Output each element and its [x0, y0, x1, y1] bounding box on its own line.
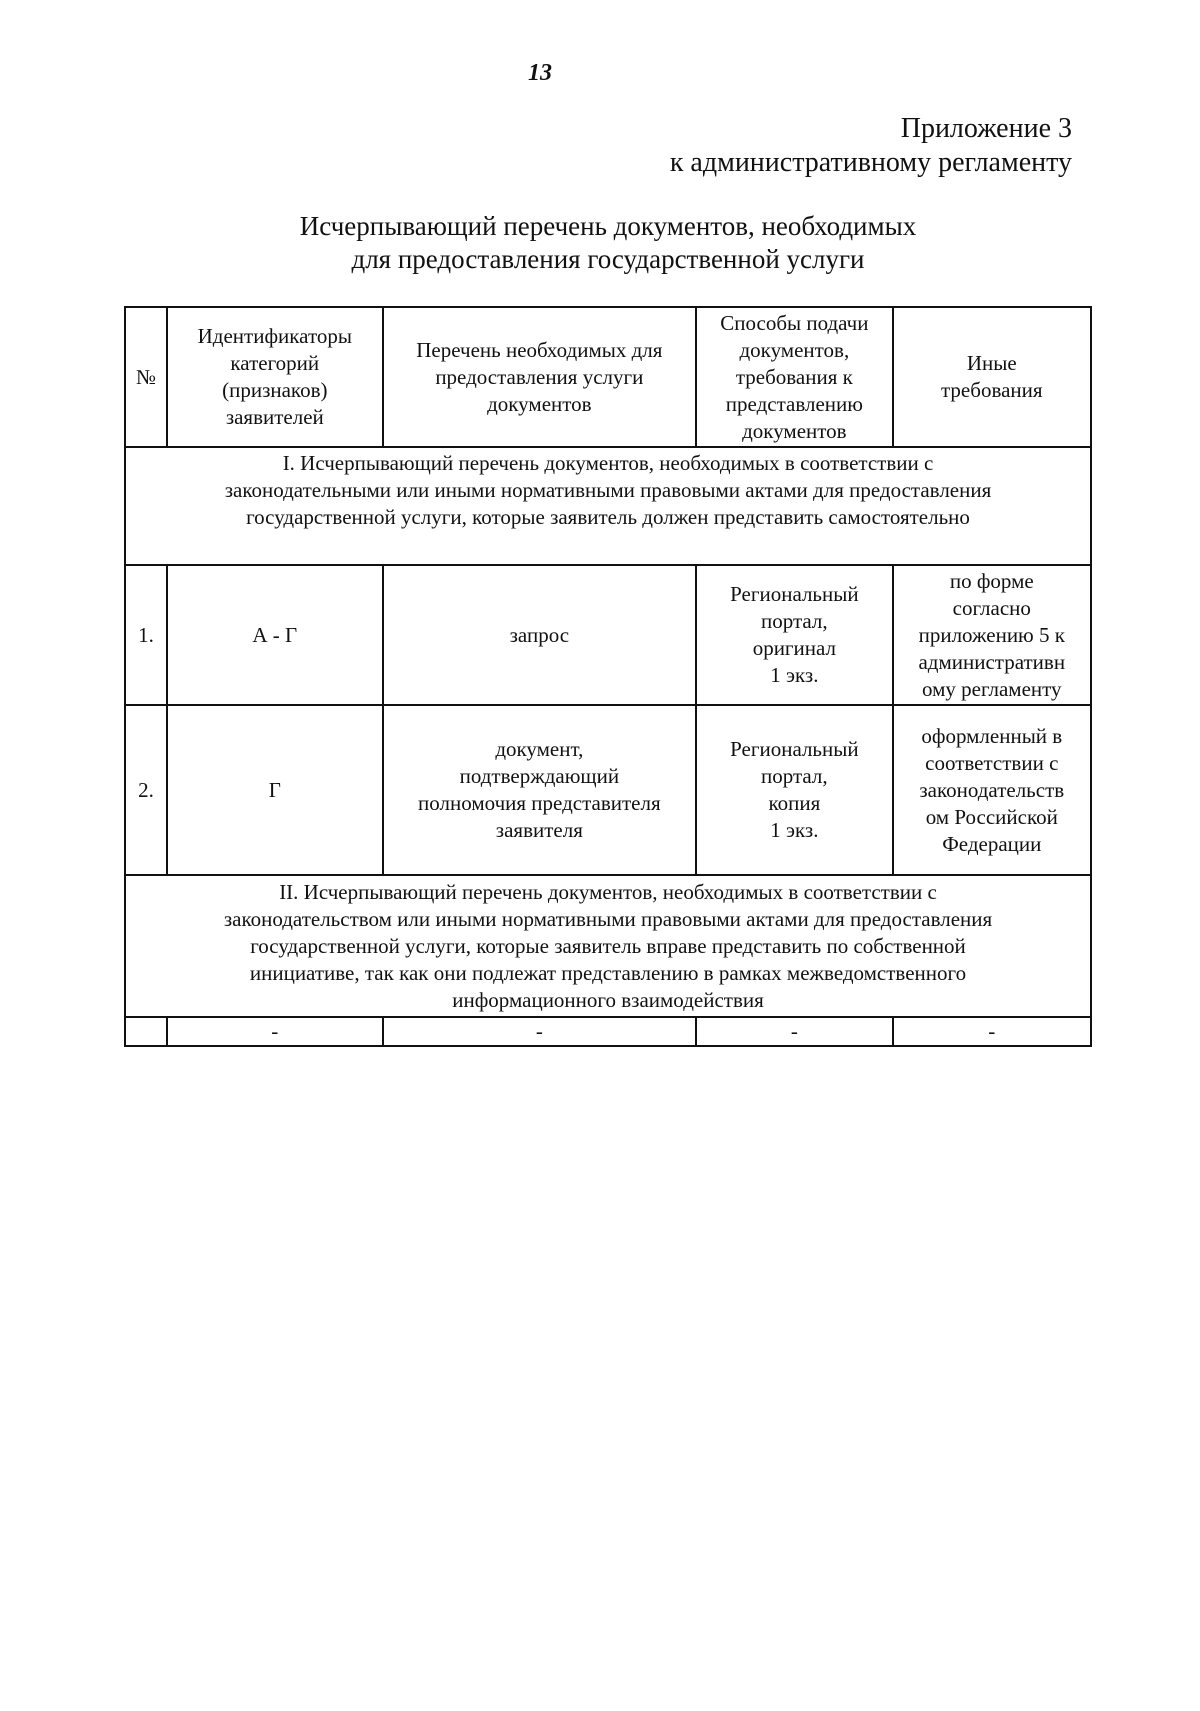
section-1-heading: [125, 447, 1091, 565]
row-identifier: Г: [167, 705, 382, 875]
row-identifier: -: [167, 1017, 382, 1046]
row-document: [383, 565, 697, 705]
row-other-line: административн: [918, 649, 1066, 674]
appendix-line-2: к административному регламенту: [669, 147, 1072, 178]
appendix-line-1: Приложение 3: [900, 113, 1072, 144]
section-2-line: законодательством или иными нормативными правовыми актами для предоставления: [223, 906, 993, 931]
document-title: [124, 210, 1092, 276]
row-other: [893, 565, 1091, 705]
header-other-line: требования: [941, 378, 1043, 402]
table-header-row: [125, 307, 1091, 447]
row-document-line: документ,: [495, 737, 584, 761]
header-methods: [696, 307, 892, 447]
row-method-line: Региональный: [730, 737, 859, 761]
row-other: -: [893, 1017, 1091, 1046]
section-2-line: инициативе, так как они подлежат представлению в рамках межведомственного: [249, 960, 967, 985]
header-other-line: Иные: [966, 351, 1017, 375]
title-line-2: для предоставления государственной услуги: [351, 244, 865, 274]
row-document-line: полномочия представителя: [418, 791, 661, 815]
section-2-heading: [125, 875, 1091, 1017]
header-other: [893, 307, 1091, 447]
table-row: [125, 565, 1091, 705]
row-number: 1.: [125, 565, 167, 705]
header-identifiers-line: категорий: [230, 351, 320, 375]
table-row: [125, 1017, 1091, 1046]
header-methods-line: документов: [742, 418, 847, 443]
section-1-line: государственной услуги, которые заявитель должен представить самостоятельно: [246, 505, 970, 529]
page-number: 13: [528, 60, 552, 86]
header-methods-line: Способы подачи: [720, 310, 869, 335]
header-identifiers-line: Идентификаторы: [197, 324, 352, 348]
row-method: [696, 565, 892, 705]
appendix-note: [670, 112, 1072, 180]
header-methods-line: документов,: [739, 337, 850, 362]
section-2-line: II. Исчерпывающий перечень документов, необходимых в соответствии с: [279, 879, 937, 904]
header-documents-line: Перечень необходимых для: [416, 337, 663, 362]
row-other-line: приложению 5 к: [918, 622, 1065, 647]
header-documents: [383, 307, 697, 447]
section-2-row: [125, 875, 1091, 1017]
documents-table: [124, 306, 1092, 1047]
header-documents-line: предоставления услуги: [435, 364, 644, 389]
row-method-line: портал,: [761, 764, 828, 788]
section-2-line: информационного взаимодействия: [452, 987, 764, 1012]
header-methods-line: представлению: [725, 391, 863, 416]
section-2-line: государственной услуги, которые заявитель вправе представить по собственной: [250, 933, 966, 958]
row-method-line: Региональный: [730, 582, 859, 606]
row-other-line: ому регламенту: [922, 676, 1062, 701]
row-identifier: А - Г: [167, 565, 382, 705]
row-document-line: запрос: [509, 622, 570, 647]
row-document-line: подтверждающий: [459, 764, 620, 788]
row-other-line: соответствии с: [925, 750, 1059, 775]
table-row: [125, 705, 1091, 875]
row-method: [696, 705, 892, 875]
section-1-line: законодательными или иными нормативными правовыми актами для предоставления: [224, 478, 992, 502]
row-number: [125, 1017, 167, 1046]
row-document: [383, 705, 697, 875]
row-method-line: 1 экз.: [770, 663, 819, 687]
row-method-line: 1 экз.: [770, 818, 819, 842]
row-document-line: заявителя: [495, 818, 583, 842]
header-identifiers-line: (признаков): [222, 378, 328, 402]
row-other-line: согласно: [952, 595, 1031, 620]
header-documents-line: документов: [487, 391, 592, 416]
row-method-line: оригинал: [752, 636, 837, 660]
row-document: -: [383, 1017, 697, 1046]
row-number: 2.: [125, 705, 167, 875]
row-other-line: ом Российской: [925, 804, 1058, 829]
row-method: -: [696, 1017, 892, 1046]
row-other-line: Федерации: [942, 831, 1042, 856]
header-methods-line: требования к: [735, 364, 853, 389]
title-line-1: Исчерпывающий перечень документов, необходимых: [299, 211, 917, 241]
row-other-line: законодательств: [919, 777, 1065, 802]
header-identifiers-line: заявителей: [225, 405, 324, 429]
row-other-line: по форме: [949, 568, 1034, 593]
row-method-line: копия: [768, 791, 821, 815]
section-1-row: [125, 447, 1091, 565]
row-method-line: портал,: [761, 609, 828, 633]
row-other: [893, 705, 1091, 875]
header-num: №: [125, 307, 167, 447]
row-other-line: оформленный в: [921, 723, 1063, 748]
header-identifiers: [167, 307, 382, 447]
section-1-line: I. Исчерпывающий перечень документов, необходимых в соответствии с: [282, 451, 934, 475]
